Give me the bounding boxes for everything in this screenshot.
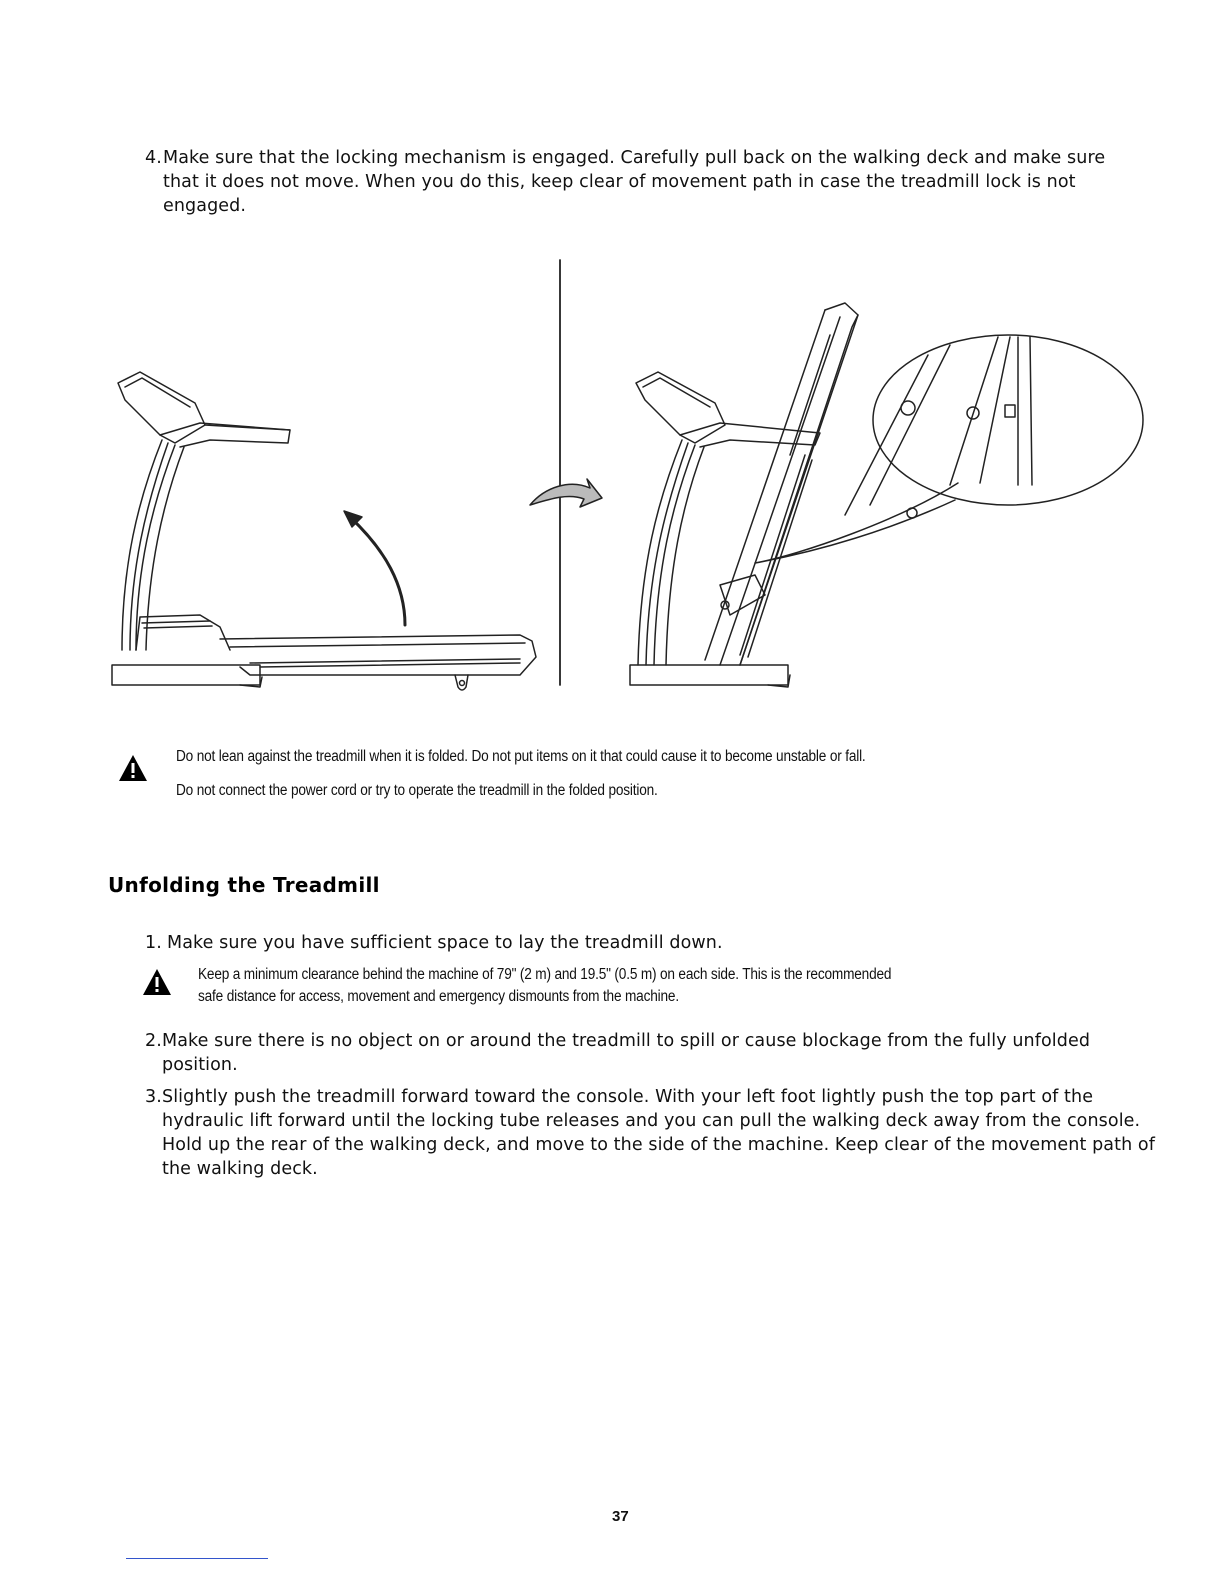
treadmill-folding-illustration — [100, 255, 1150, 700]
step-text: Make sure that the locking mechanism is engaged. Carefully pull back on the walking deck and make sure that it does not move. When you do this, keep clear of movement path in case the treadmill lock is not engaged. — [163, 148, 1106, 216]
step-1 — [145, 931, 1135, 955]
step-2 — [145, 1029, 1135, 1077]
footer-divider — [126, 1558, 268, 1559]
page-number: 37 — [612, 1508, 629, 1525]
step-text: Make sure you have sufficient space to lay the treadmill down. — [167, 933, 723, 953]
step-text: Make sure there is no object on or around the treadmill to spill or cause blockage from the fully unfolded position. — [162, 1031, 1091, 1075]
step-4 — [145, 146, 1135, 218]
step-number: 2. — [145, 1031, 162, 1051]
warning-line-2: safe distance for access, movement and emergency dismounts from the machine. — [198, 988, 679, 1005]
treadmill-folded-drawing — [630, 303, 1143, 687]
step-3 — [145, 1085, 1155, 1181]
treadmill-unfolded-drawing — [112, 372, 536, 690]
section-heading: Unfolding the Treadmill — [108, 873, 380, 897]
warning-line-1: Keep a minimum clearance behind the machine of 79" (2 m) and 19.5" (0.5 m) on each side. This is the recommended — [198, 966, 892, 983]
step-number: 3. — [145, 1087, 162, 1107]
step-number: 4. — [145, 148, 162, 168]
warning-line-2: Do not connect the power cord or try to operate the treadmill in the folded position. — [176, 782, 658, 799]
warning-triangle-icon — [118, 754, 148, 782]
step-text: Slightly push the treadmill forward toward the console. With your left foot lightly push the top part of the hydraulic lift forward until the locking tube releases and you can pull the walking deck away from the console. Hold up the rear of the walking deck, and move to the side of the machine. Keep clear of the movement path of the walking deck. — [162, 1087, 1156, 1179]
warning-triangle-icon — [142, 968, 172, 996]
fold-direction-arrow — [530, 479, 602, 507]
warning-line-1: Do not lean against the treadmill when it is folded. Do not put items on it that could cause it to become unstable or fall. — [176, 748, 866, 765]
step-number: 1. — [145, 933, 162, 953]
